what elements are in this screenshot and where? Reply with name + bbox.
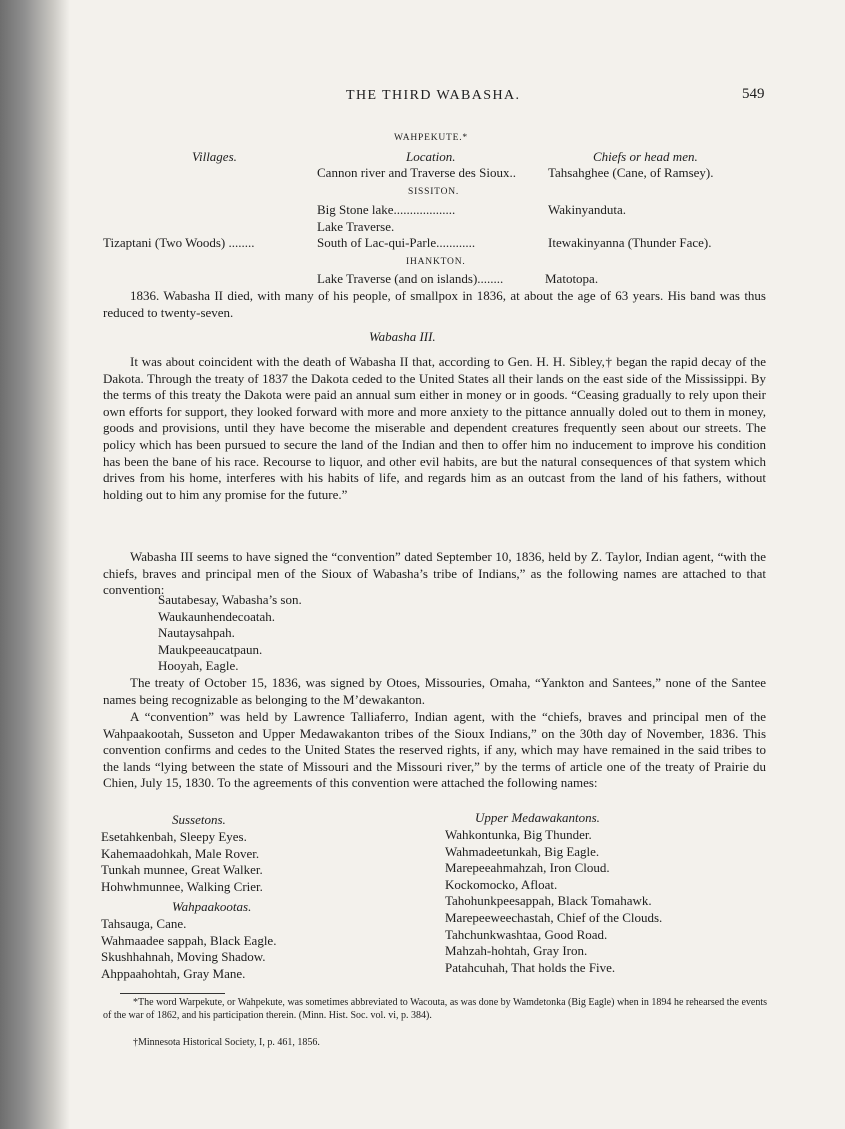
page-number: 549 — [742, 86, 765, 102]
paragraph-1836: 1836. Wabasha II died, with many of his people, of smallpox in 1836, at about the age of 63 years. His band was thus reduced to twenty-seven. — [103, 288, 766, 320]
footnote-rule — [120, 993, 225, 994]
wahpekute-chief: Tahsahghee (Cane, of Ramsey). — [548, 165, 714, 180]
sisseton-location-1: Big Stone lake................... — [317, 202, 456, 217]
list-item: Tahsauga, Cane. — [101, 916, 187, 931]
list-item: Waukaunhendecoatah. — [158, 608, 275, 624]
list-item: Mahzah-hohtah, Gray Iron. — [445, 943, 588, 959]
group-heading-ihankton: IHANKTON. — [406, 257, 466, 267]
page-gutter-shadow — [0, 0, 70, 1129]
paragraph-decay: It was about coincident with the death of Wabasha II that, according to Gen. H. H. Sibley,† began the rapid decay of the Dakota. Through the treaty of 1837 the Dakota ceded to the United States all their lands on the east side of the Mississippi. By the terms of this treaty the Dakota were paid an annual sum either in money or in goods. “Ceasing gradually to rely upon their own efforts for support, they looked forward with more and more anxiety to the pittance annually doled out to them in money, goods and provisions, until they have become the miserable and dependent creatures frequently seen about our streets. The policy which has been pursued to secure the land of the Indian and then to offer him no inducement to improve his condition has been the bane of his race. Recourse to liquor, and other evil habits, are but the natural consequences of that system which drives from his home, interferes with his habits of life, and regards him as an outcast from the land of his fathers, without holding out to him any promise for the future.” — [103, 354, 766, 502]
wahpaakootas-heading: Wahpaakootas. — [172, 899, 252, 914]
ihankton-chief: Matotopa. — [545, 271, 599, 286]
list-item: Patahcuhah, That holds the Five. — [445, 959, 616, 975]
list-item: Hooyah, Eagle. — [158, 658, 239, 674]
list-item: Tunkah munnee, Great Walker. — [101, 862, 263, 878]
footnote-star: *The word Warpekute, or Wahpekute, was sometimes abbreviated to Wacouta, as was done by Wamdetonka (Big Eagle) when in 1894 he rehearsed the events of the war of 1862, and his participation therein. (Minn. Hist. Soc. vol. vi, p. 384). — [103, 997, 767, 1021]
upper-medawakantons-heading: Upper Medawakantons. — [475, 810, 600, 825]
column-header-location: Location. — [406, 149, 456, 164]
section-title: Wabasha III. — [369, 329, 436, 344]
list-item: Nautaysahpah. — [158, 625, 235, 641]
sisseton-chief-3: Itewakinyanna (Thunder Face). — [548, 235, 712, 250]
ihankton-location: Lake Traverse (and on islands)........ — [317, 271, 504, 286]
wahpaakootas-name-list — [101, 916, 276, 982]
column-header-chiefs: Chiefs or head men. — [593, 149, 698, 164]
list-item: Marepeeweechastah, Chief of the Clouds. — [445, 909, 663, 925]
list-item: Wahmadeetunkah, Big Eagle. — [445, 843, 600, 859]
upper-medawakantons-name-list — [445, 827, 662, 976]
paragraph-treaty-october: The treaty of October 15, 1836, was signed by Otoes, Missouries, Omaha, “Yankton and Santees,” none of the Santee names being recognizable as belonging to the M’dewakanton. — [103, 675, 766, 707]
column-header-villages: Villages. — [192, 149, 237, 164]
sussetons-heading: Sussetons. — [172, 812, 226, 827]
wahpekute-location: Cannon river and Traverse des Sioux.. — [317, 165, 516, 180]
list-item: Tahohunkpeesappah, Black Tomahawk. — [445, 893, 652, 909]
list-item: Skushhahnah, Moving Shadow. — [101, 949, 266, 965]
group-heading-wahpekute: WAHPEKUTE.* — [394, 133, 468, 143]
list-item: Wahmaadee sappah, Black Eagle. — [101, 932, 277, 948]
footnote-dagger: †Minnesota Historical Society, I, p. 461, 1856. — [133, 1037, 320, 1048]
list-item: Marepeeahmahzah, Iron Cloud. — [445, 860, 610, 876]
list-item: Ahppaahohtah, Gray Mane. — [101, 965, 246, 981]
sussetons-name-list — [101, 829, 263, 895]
list-item: Kockomocko, Afloat. — [445, 876, 558, 892]
sisseton-chief-1: Wakinyanduta. — [548, 202, 627, 217]
convention-name-list — [158, 592, 302, 675]
paragraph-talliaferro-convention: A “convention” was held by Lawrence Talliaferro, Indian agent, with the “chiefs, braves and principal men of the Wahpaakootah, Susseton and Upper Medawakanton tribes of the Sioux Indians,” on the 30th day of November, 1836. This convention confirms and cedes to the United States the reserved rights, if any, which may have remained in the said tribes to the lands “lying between the state of Missouri and the Missouri river,” by the terms of article one of the treaty of Prairie du Chien, July 15, 1830. To the agreements of this convention were attached the following names: — [103, 709, 766, 791]
paragraph-convention-1836: Wabasha III seems to have signed the “convention” dated September 10, 1836, held by Z. Taylor, Indian agent, “with the chiefs, braves and principal men of the Sioux of Wabasha’s tribe of Indians,” as the following names are attached to that convention: — [103, 549, 766, 598]
running-head: THE THIRD WABASHA. — [346, 88, 521, 103]
list-item: Kahemaadohkah, Male Rover. — [101, 845, 260, 861]
sisseton-location-2: Lake Traverse. — [317, 219, 395, 234]
list-item: Sautabesay, Wabasha’s son. — [158, 592, 302, 607]
sisseton-location-3: South of Lac-qui-Parle............ — [317, 235, 476, 250]
list-item: Tahchunkwashtaa, Good Road. — [445, 926, 608, 942]
list-item: Maukpeeaucatpaun. — [158, 641, 263, 657]
sisseton-village-3: Tizaptani (Two Woods) ........ — [103, 235, 255, 250]
list-item: Hohwhmunnee, Walking Crier. — [101, 878, 263, 894]
list-item: Wahkontunka, Big Thunder. — [445, 827, 592, 842]
group-heading-sisseton: SISSITON. — [408, 187, 460, 197]
list-item: Esetahkenbah, Sleepy Eyes. — [101, 829, 247, 844]
